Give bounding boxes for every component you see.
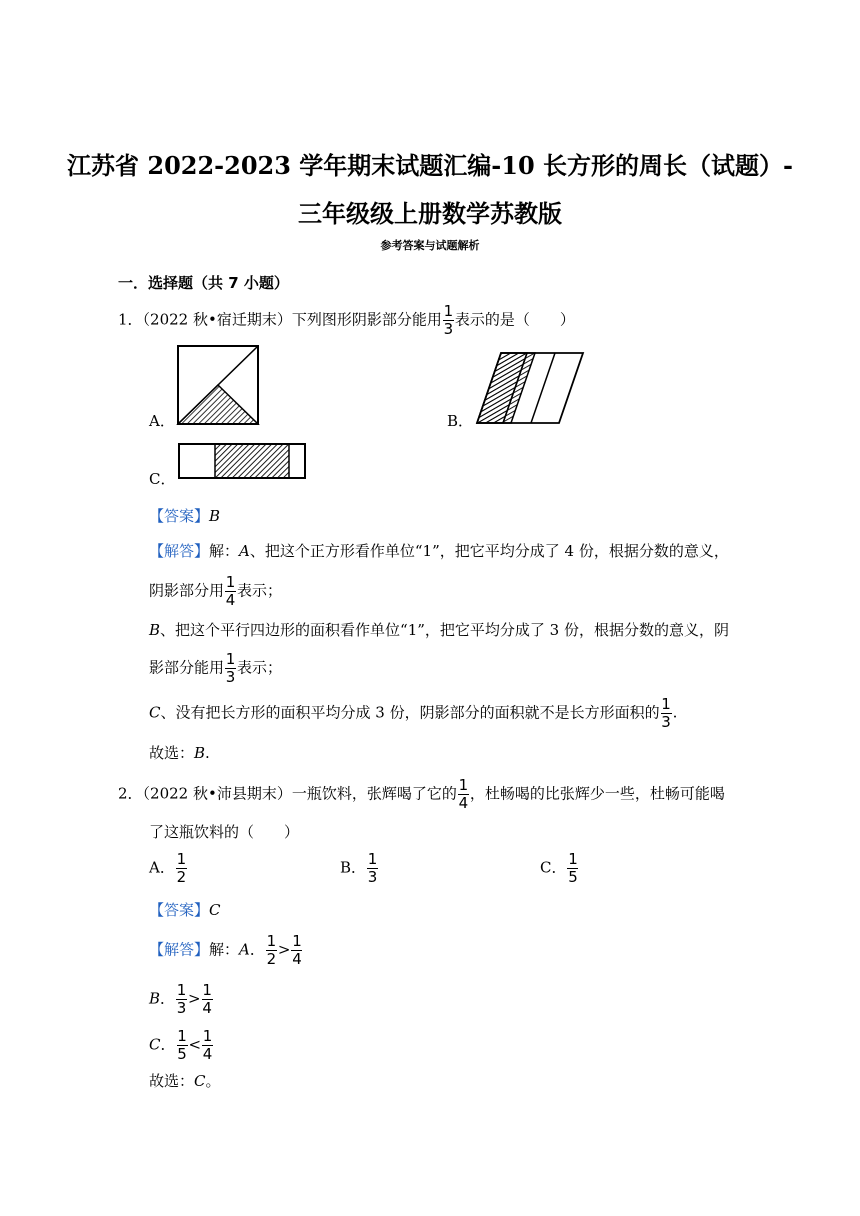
question-text: 表示的是（ ）: [454, 310, 575, 329]
document-title-line1: 江苏省 2022-2023 学年期末试题汇编-10 长方形的周长（试题）-: [67, 151, 793, 180]
fraction: $\frac{1}{4}$: [292, 932, 302, 968]
fraction: $\frac{1}{2}$: [176, 850, 187, 886]
rectangle-figure: [177, 442, 307, 480]
explain-tag: 【解答】: [149, 940, 210, 959]
explanation-line: C． $\frac{1}{5}$ < $\frac{1}{4}$: [149, 1027, 213, 1063]
fraction: $\frac{1}{4}$: [202, 981, 212, 1017]
option-a[interactable]: A． $\frac{1}{2}$: [149, 850, 187, 886]
explanation-conclusion: 故选：C。: [149, 1072, 221, 1090]
question-number: 1．: [118, 310, 143, 329]
section-heading: 一．选择题（共 7 小题）: [118, 274, 289, 292]
fraction: $\frac{1}{2}$: [266, 932, 277, 968]
explanation-line: 阴影部分用 $\frac{1}{4}$ 表示；: [149, 573, 283, 609]
question-2-stem-line2: 了这瓶饮料的（ ）: [149, 823, 300, 841]
explain-tag: 【解答】: [149, 542, 210, 560]
answer-value: C: [209, 901, 221, 919]
parallelogram-figure: [475, 350, 585, 426]
fraction: $\frac{1}{3}$: [443, 302, 454, 338]
explanation-line: B、把这个平行四边形的面积看作单位“1”，把它平均分成了 3 份，根据分数的意义，阴: [149, 621, 729, 639]
explanation-line: 【解答】解：A． $\frac{1}{2}$ > $\frac{1}{4}$: [149, 932, 302, 968]
fraction: $\frac{1}{3}$: [367, 850, 378, 886]
option-b-label[interactable]: B．: [447, 412, 474, 430]
explanation-line: B． $\frac{1}{3}$ > $\frac{1}{4}$: [149, 981, 212, 1017]
square-figure: [176, 344, 260, 426]
answer-tag: 【答案】: [149, 507, 210, 525]
fraction: $\frac{1}{3}$: [225, 650, 236, 686]
explanation-line: C、没有把长方形的面积平均分成 3 份，阴影部分的面积就不是长方形面积的 $\frac{1}{3}$ .: [149, 695, 678, 731]
fraction: $\frac{1}{3}$: [176, 981, 187, 1017]
fraction: $\frac{1}{5}$: [568, 850, 578, 886]
fraction: $\frac{1}{4}$: [202, 1027, 213, 1063]
option-c-label[interactable]: C．: [149, 470, 176, 488]
fraction: $\frac{1}{4}$: [458, 776, 469, 812]
fraction: $\frac{1}{5}$: [177, 1027, 187, 1063]
answer-value: B: [209, 507, 221, 525]
question-1-stem: [118, 304, 575, 337]
explanation-line: 影部分能用 $\frac{1}{3}$ 表示；: [149, 650, 283, 686]
question-source: （2022 秋•宿迁期末）: [142, 310, 292, 329]
question-1-answer: [149, 506, 220, 526]
document-title-line2: 三年级级上册数学苏教版: [298, 199, 562, 228]
answer-subheading: 参考答案与试题解析: [380, 239, 480, 252]
fraction: $\frac{1}{4}$: [225, 573, 236, 609]
question-number: 2．: [118, 784, 143, 803]
question-text: 下列图形阴影部分能用: [291, 310, 442, 329]
question-source: （2022 秋•沛县期末）: [142, 784, 292, 803]
explanation-conclusion: 故选：B.: [149, 744, 210, 762]
explanation-line: 【解答】解：A、把这个正方形看作单位“1”，把它平均分成了 4 份，根据分数的意义，: [149, 542, 729, 560]
option-a-label[interactable]: A．: [149, 412, 175, 430]
answer-tag: 【答案】: [149, 901, 210, 919]
question-2-stem: 2．（2022 秋•沛县期末）一瓶饮料，张辉喝了它的 $\frac{1}{4}$ ，杜畅喝的比张辉少一些，杜畅可能喝: [118, 776, 725, 812]
option-c[interactable]: C． $\frac{1}{5}$: [540, 850, 578, 886]
question-2-answer: [149, 900, 221, 920]
option-b[interactable]: B． $\frac{1}{3}$: [340, 850, 378, 886]
fraction: $\frac{1}{3}$: [661, 695, 671, 731]
